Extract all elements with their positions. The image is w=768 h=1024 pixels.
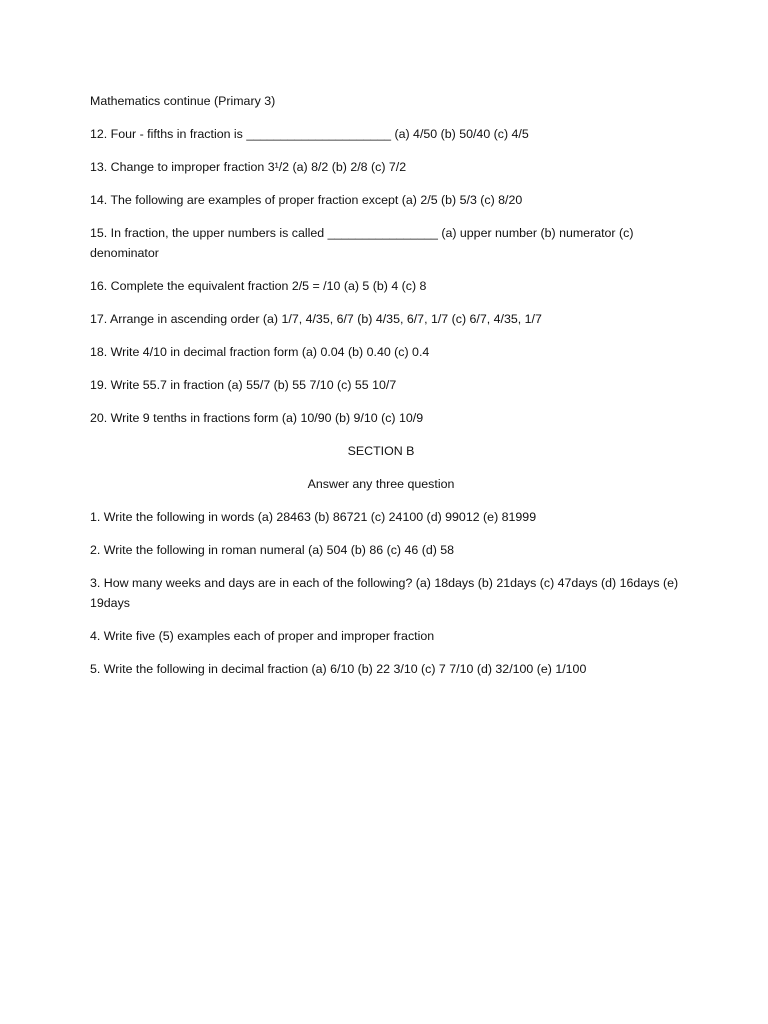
question-item: 1. Write the following in words (a) 28463 (b) 86721 (c) 24100 (d) 99012 (e) 81999 (90, 510, 537, 524)
question-item: 19. Write 55.7 in fraction (a) 55/7 (b) 55 7/10 (c) 55 10/7 (90, 378, 397, 392)
question-item: 18. Write 4/10 in decimal fraction form (a) 0.04 (b) 0.40 (c) 0.4 (90, 345, 430, 359)
question-item: 15. In fraction, the upper numbers is called ________________ (a) upper number (b) numerator (c) denominator (90, 226, 634, 260)
question-item: 17. Arrange in ascending order (a) 1/7, 4/35, 6/7 (b) 4/35, 6/7, 1/7 (c) 6/7, 4/35, 1/7 (90, 312, 542, 326)
question-item: 2. Write the following in roman numeral (a) 504 (b) 86 (c) 46 (d) 58 (90, 543, 455, 557)
section-b-title: SECTION B (347, 444, 415, 458)
question-item: 3. How many weeks and days are in each of the following? (a) 18days (b) 21days (c) 47days (d) 16days (e) 19days (90, 576, 679, 610)
question-item: 14. The following are examples of proper fraction except (a) 2/5 (b) 5/3 (c) 8/20 (90, 193, 523, 207)
document-page (90, 91, 690, 692)
question-item: 20. Write 9 tenths in fractions form (a) 10/90 (b) 9/10 (c) 10/9 (90, 411, 424, 425)
document-heading: Mathematics continue (Primary 3) (90, 94, 276, 108)
question-item: 4. Write five (5) examples each of proper and improper fraction (90, 629, 435, 643)
section-b-instruction: Answer any three question (307, 477, 455, 491)
section-a-question-list (90, 124, 690, 428)
section-b-question-list (90, 507, 690, 679)
question-item: 16. Complete the equivalent fraction 2/5 = /10 (a) 5 (b) 4 (c) 8 (90, 279, 427, 293)
question-item: 12. Four - fifths in fraction is _____________________ (a) 4/50 (b) 50/40 (c) 4/5 (90, 127, 529, 141)
question-item: 13. Change to improper fraction 3¹/2 (a) 8/2 (b) 2/8 (c) 7/2 (90, 160, 407, 174)
question-item: 5. Write the following in decimal fraction (a) 6/10 (b) 22 3/10 (c) 7 7/10 (d) 32/100 (e) 1/100 (90, 662, 587, 676)
